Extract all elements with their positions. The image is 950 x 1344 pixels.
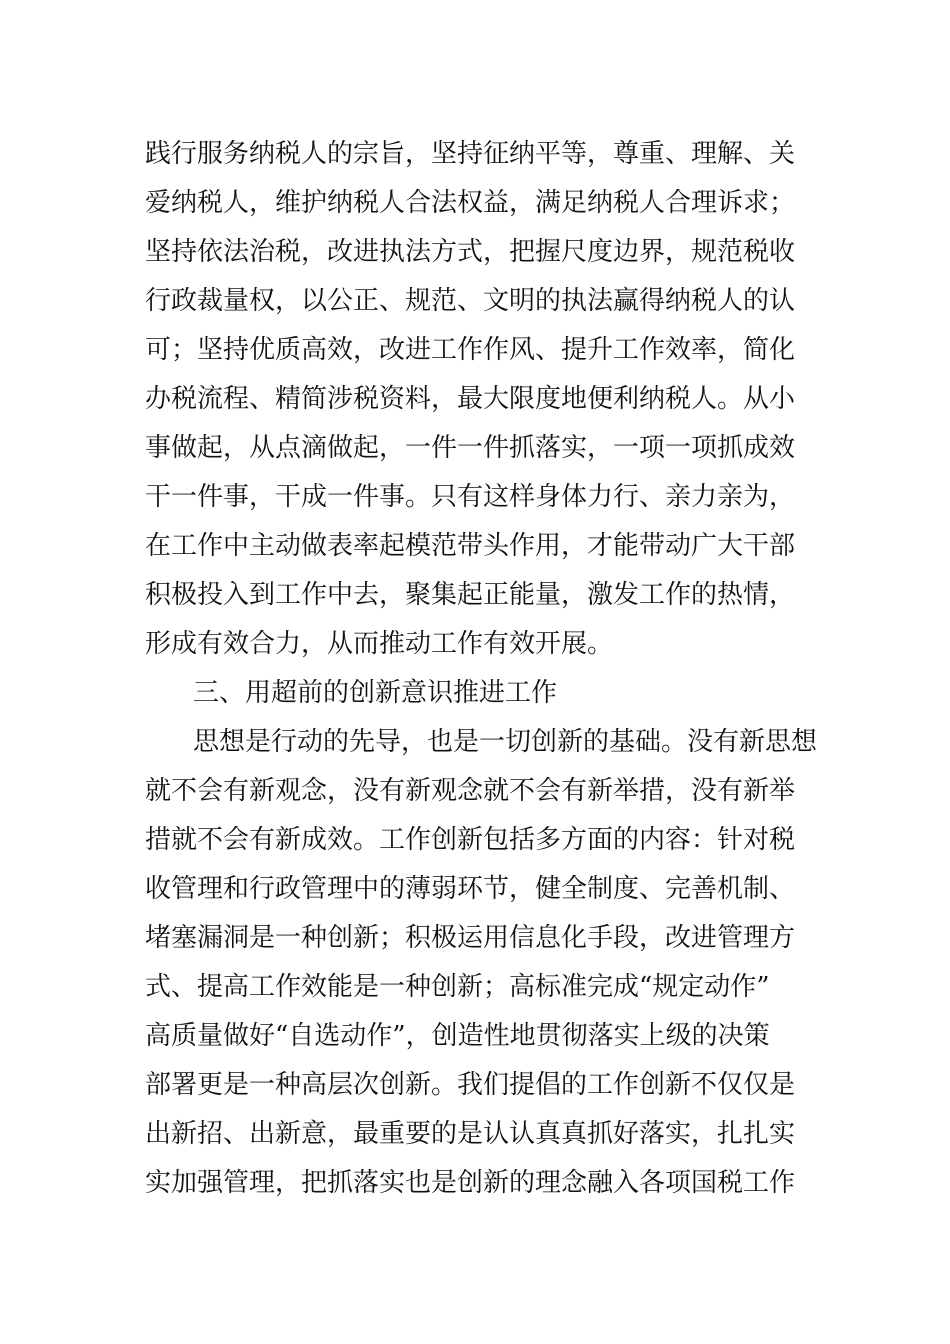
text-line: 积极投入到工作中去，聚集起正能量，激发工作的热情， <box>145 580 796 610</box>
text-line: 高质量做好“自选动作”，创造性地贯彻落实上级的决策 <box>145 1021 770 1051</box>
text-line: 形成有效合力，从而推动工作有效开展。 <box>145 629 614 659</box>
text-line: 收管理和行政管理中的薄弱环节，健全制度、完善机制、 <box>145 874 796 904</box>
section-heading: 三、用超前的创新意识推进工作 <box>193 678 558 708</box>
text-line: 实加强管理，把抓落实也是创新的理念融入各项国税工作 <box>145 1168 796 1198</box>
text-line: 在工作中主动做表率起模范带头作用，才能带动广大干部 <box>145 531 796 561</box>
text-line: 部署更是一种高层次创新。我们提倡的工作创新不仅仅是 <box>145 1070 796 1100</box>
paragraph-first-line: 思想是行动的先导，也是一切创新的基础。没有新思想 <box>193 727 818 757</box>
text-line: 干一件事，干成一件事。只有这样身体力行、亲力亲为， <box>145 482 796 512</box>
text-line: 践行服务纳税人的宗旨，坚持征纳平等，尊重、理解、关 <box>145 139 796 169</box>
text-line: 坚持依法治税，改进执法方式，把握尺度边界，规范税收 <box>145 237 796 267</box>
text-line: 办税流程、精简涉税资料，最大限度地便利纳税人。从小 <box>145 384 796 414</box>
text-line: 可；坚持优质高效，改进工作作风、提升工作效率，简化 <box>145 335 796 365</box>
text-line: 式、提高工作效能是一种创新；高标准完成“规定动作” <box>145 972 770 1002</box>
text-line: 措就不会有新成效。工作创新包括多方面的内容：针对税 <box>145 825 796 855</box>
text-line: 堵塞漏洞是一种创新；积极运用信息化手段，改进管理方 <box>145 923 796 953</box>
text-line: 事做起，从点滴做起，一件一件抓落实，一项一项抓成效 <box>145 433 796 463</box>
text-line: 行政裁量权，以公正、规范、文明的执法赢得纳税人的认 <box>145 286 796 316</box>
text-line: 就不会有新观念，没有新观念就不会有新举措，没有新举 <box>145 776 796 806</box>
text-line: 爱纳税人，维护纳税人合法权益，满足纳税人合理诉求； <box>145 188 796 218</box>
text-line: 出新招、出新意，最重要的是认认真真抓好落实，扎扎实 <box>145 1119 796 1149</box>
